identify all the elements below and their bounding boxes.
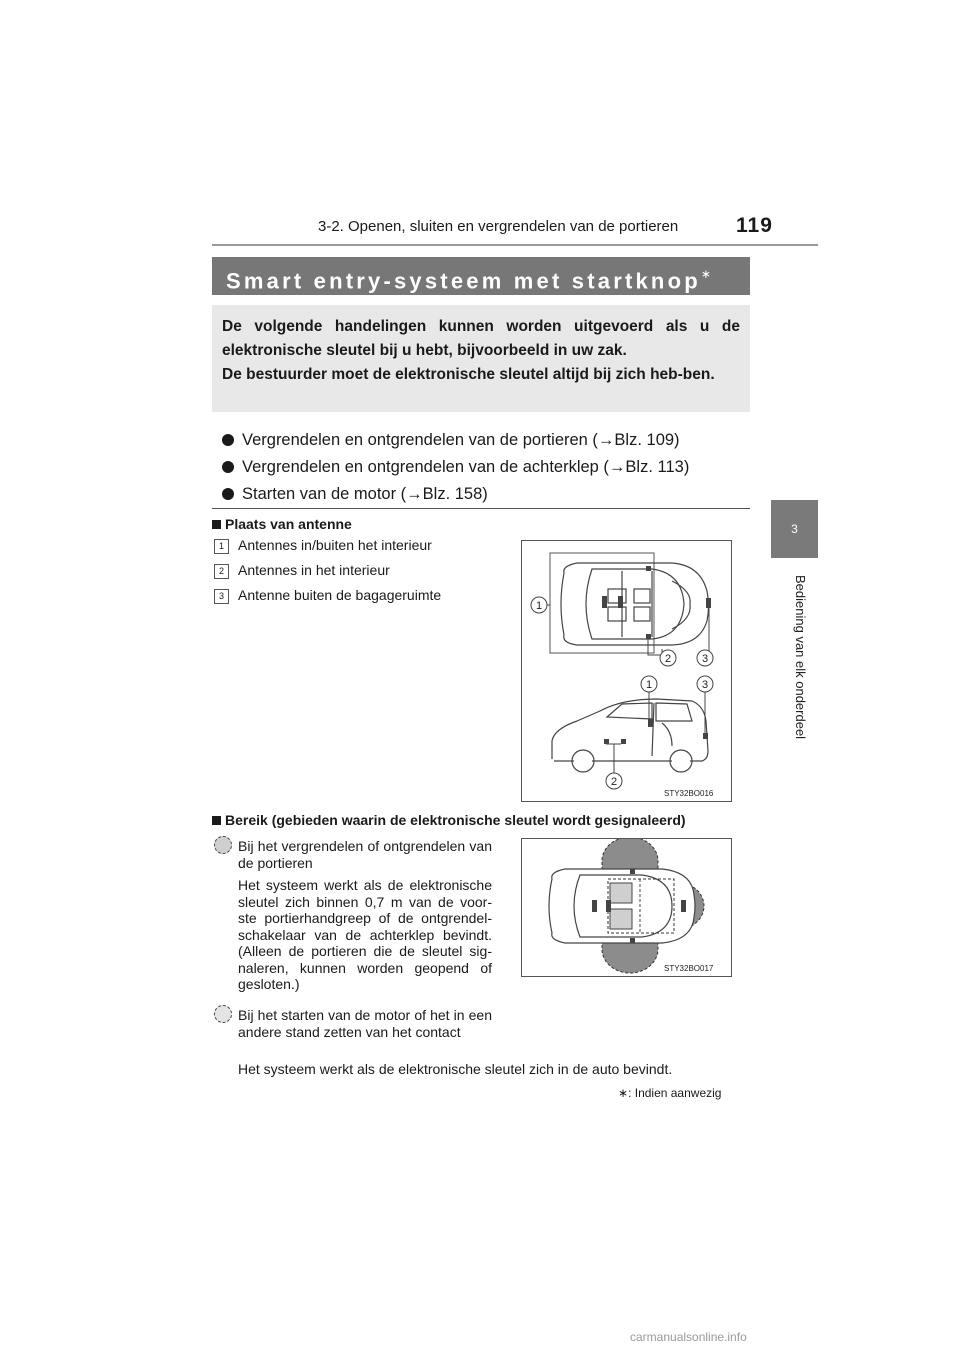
chapter-tab (771, 500, 818, 558)
square-bullet-icon (212, 520, 221, 529)
range-item-label: Bij het starten van de motor of het in een andere stand zetten van het contact (214, 1005, 492, 1041)
header-section-title: 3-2. Openen, sluiten en vergrendelen van de portieren (318, 218, 679, 235)
callout-label: 2 (664, 653, 672, 665)
antenna-figure (521, 540, 732, 802)
square-bullet-icon (212, 816, 221, 825)
intro-box (212, 305, 750, 412)
number-box-icon: 3 (214, 589, 229, 604)
section-title-bar (212, 257, 750, 295)
car-side-view (552, 699, 708, 772)
footnote: ∗: Indien aanwezig (618, 1086, 722, 1100)
legend-item: 2 Antennes in het interieur (214, 562, 390, 579)
car-top-view (549, 869, 695, 943)
interior-area-icon (214, 1005, 232, 1023)
range-figure (521, 838, 732, 977)
chapter-number: 3 (791, 522, 798, 536)
intro-paragraph: De volgende handelingen kunnen worden uitgevoerd als u de elektronische sleutel bij u hebt, bijvoorbeeld in uw zak. (222, 318, 740, 359)
callout-label: 1 (535, 600, 543, 612)
range-description: Het systeem werkt als de elektronische sleutel zich in de auto bevindt. (238, 1061, 673, 1077)
figure-code: STY32BO017 (664, 964, 714, 973)
bullet-icon (222, 434, 234, 446)
antenna-diagram (522, 541, 731, 801)
chapter-title: Bediening van elk onderdeel (793, 575, 808, 740)
list-item (222, 427, 689, 454)
callout-label: 3 (701, 653, 709, 665)
range-diagram (522, 839, 731, 976)
figure-code: STY32BO016 (664, 789, 714, 798)
range-area-icon (214, 836, 232, 854)
antenna-heading: Plaats van antenne (212, 516, 352, 532)
number-box-icon: 1 (214, 539, 229, 554)
car-top-view (561, 563, 709, 645)
list-item (222, 454, 689, 481)
legend-item: 1 Antennes in/buiten het interieur (214, 537, 432, 554)
list-item-text: Vergrendelen en ontgrendelen van de portieren (→Blz. 109) (242, 431, 680, 449)
range-heading: Bereik (gebieden waarin de elektronische sleutel wordt gesignaleerd) (212, 812, 686, 828)
feature-list (222, 427, 689, 508)
page-number: 119 (736, 214, 773, 237)
watermark: carmanualsonline.info (630, 1330, 747, 1344)
callout-label: 1 (645, 679, 653, 691)
list-item-text: Vergrendelen en ontgrendelen van de achterklep (→Blz. 113) (242, 458, 690, 476)
range-item (214, 836, 492, 872)
footnote-marker: ∗ (618, 1086, 629, 1100)
optional-marker: ∗ (700, 267, 711, 281)
legend-item: 3 Antenne buiten de bagageruimte (214, 587, 441, 604)
header-divider (212, 244, 818, 246)
range-item-label: Bij het vergrendelen of ontgrendelen van de portieren (214, 836, 492, 872)
range-item (214, 1005, 492, 1041)
callout-label: 2 (610, 776, 618, 788)
callout-label: 3 (701, 679, 709, 691)
section-divider (212, 508, 750, 509)
list-item (222, 481, 689, 508)
bullet-icon (222, 461, 234, 473)
section-title: Smart entry-systeem met startknop (226, 268, 701, 294)
range-description: Het systeem werkt als de elektronische sleutel zich binnen 0,7 m van de voor-ste portierhandgreep of de ontgrendel-schakelaar van de achterklep bevindt. (Alleen de portieren die de sleutel sig-naleren, kunnen worden geopend of gesloten.) (238, 877, 492, 992)
list-item-text: Starten van de motor (→Blz. 158) (242, 485, 488, 503)
intro-paragraph: De bestuurder moet de elektronische sleutel altijd bij zich heb-ben. (222, 366, 715, 383)
number-box-icon: 2 (214, 564, 229, 579)
bullet-icon (222, 488, 234, 500)
